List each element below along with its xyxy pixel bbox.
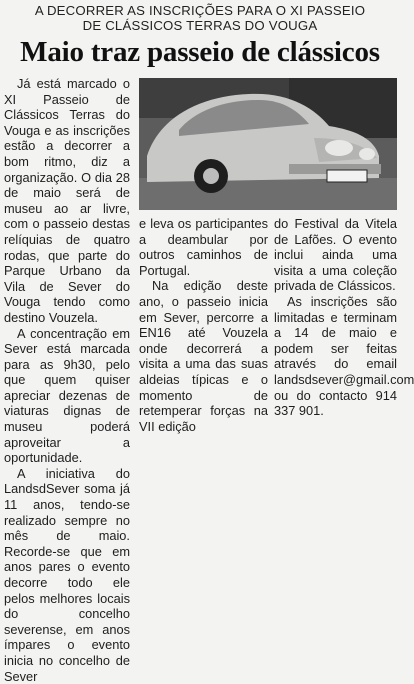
article-column-2 <box>139 216 268 434</box>
paragraph: do Festival da Vitela de Lafões. O evento inclui ainda uma visita a uma coleção privada de Clássicos. <box>274 216 397 294</box>
article-kicker <box>0 3 400 33</box>
paragraph: A iniciativa do LandsdSever soma já 11 anos, tendo-se realizado sempre no mês de maio. Recorde-se que em anos pares o evento decorre todo ele pelos melhores locais do concelho severense, em anos ímpares o evento inicia no concelho de Sever <box>4 465 130 684</box>
paragraph: e leva os participantes a deambular por outros caminhos de Portugal. <box>139 216 268 278</box>
article-column-1 <box>4 76 130 684</box>
classic-car-photo <box>139 78 397 210</box>
kicker-line-2: DE CLÁSSICOS TERRAS DO VOUGA <box>82 18 318 33</box>
paragraph: Já está marcado o XI Passeio de Clássicos Terras do Vouga e as inscrições estão a decorrer a bom ritmo, diz a organização. O dia 28 de maio será de museu ao ar livre, com o passeio destas relíquias de quatro rodas, que parte do Parque Urbano da Vila de Sever do Vouga tendo como destino Vouzela. <box>4 76 130 325</box>
article-headline: Maio traz passeio de clássicos <box>20 36 380 68</box>
paragraph: A concentração em Sever está marcada para as 9h30, pelo que quem quiser apreciar dezenas de viaturas dignas de museu poderá aproveitar a oportunidade. <box>4 325 130 466</box>
paragraph: As inscrições são limitadas e terminam a 14 de maio e podem ser feitas através do email landsdsever@gmail.com ou do contacto 914 337 901. <box>274 293 414 419</box>
article-column-3 <box>274 216 414 419</box>
kicker-line-1: A DECORRER AS INSCRIÇÕES PARA O XI PASSEIO <box>34 3 366 18</box>
paragraph: Na edição deste ano, o passeio inicia em Sever, percorre a EN16 até Vouzela onde decorrerá a visita a uma das suas aldeias típicas e o momento de retemperar forças na VII edição <box>139 278 268 434</box>
car-illustration <box>139 78 397 210</box>
